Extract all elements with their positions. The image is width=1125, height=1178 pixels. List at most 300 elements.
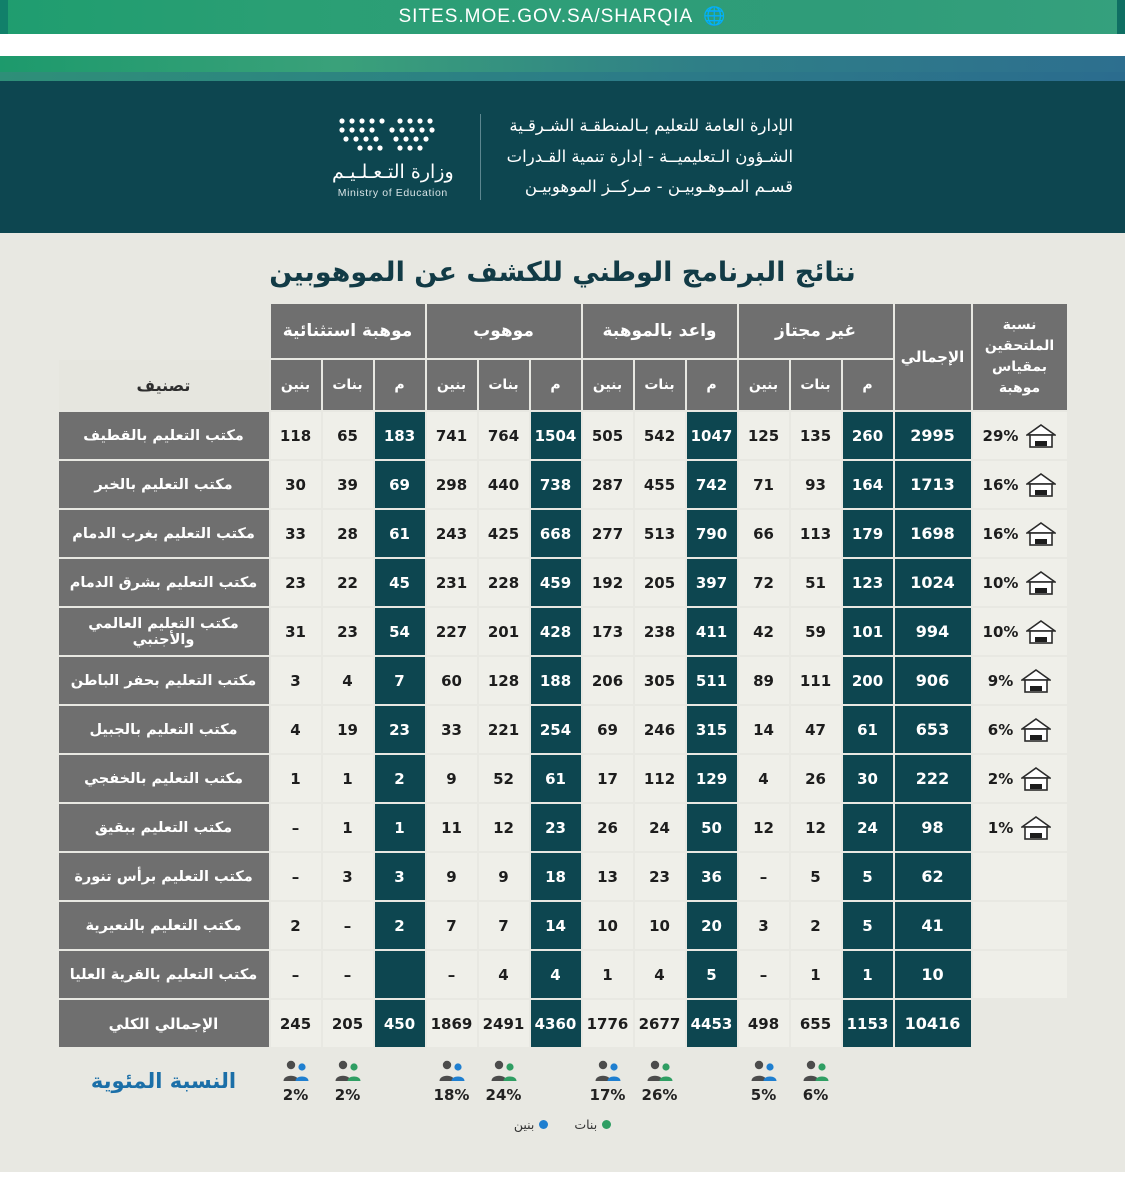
cell-group-3-boys: 4	[271, 706, 321, 753]
cell-office-label: مكتب التعليم العالمي والأجنبي	[59, 608, 269, 655]
cell-group-0-m: 101	[843, 608, 893, 655]
pct-spacer-m-0	[843, 1057, 893, 1105]
cell-group-2-boys: –	[427, 951, 477, 998]
table-row	[59, 559, 1067, 606]
cell-group-0-m: 30	[843, 755, 893, 802]
bottom-strip	[0, 1172, 1125, 1178]
cell-group-3-girls: 4	[323, 657, 373, 704]
cell-office-label: مكتب التعليم بالجبيل	[59, 706, 269, 753]
cell-grand-1-m: 4453	[687, 1000, 737, 1047]
cell-group-3-boys: 30	[271, 461, 321, 508]
school-house-icon	[1026, 619, 1056, 645]
cell-group-0-girls: 51	[791, 559, 841, 606]
table-row	[59, 755, 1067, 802]
header-ratio: نسبة الملتحقين بمقياس موهبة	[973, 304, 1067, 410]
cell-grand-total-label: الإجمالي الكلي	[59, 1000, 269, 1047]
pct-boys-2: 18%	[427, 1057, 477, 1105]
cell-office-label: مكتب التعليم بالخبر	[59, 461, 269, 508]
cell-ratio-empty	[973, 951, 1067, 998]
group-header-row	[59, 304, 1067, 358]
header-line-1: الإدارة العامة للتعليم بـالمنطقـة الشـرقـية	[509, 116, 794, 136]
cell-group-2-girls: 52	[479, 755, 529, 802]
gradient-strip-bottom	[0, 72, 1125, 81]
ministry-name-en: Ministry of Education	[337, 186, 448, 199]
cell-group-1-boys: 206	[583, 657, 633, 704]
cell-office-label: مكتب التعليم ببقيق	[59, 804, 269, 851]
urlbar-right-cap	[1117, 0, 1125, 34]
cell-group-3-m: 54	[375, 608, 425, 655]
ratio-value: 16%	[982, 475, 1019, 494]
table-row	[59, 902, 1067, 949]
cell-group-0-m: 1	[843, 951, 893, 998]
people-icon	[281, 1058, 311, 1084]
cell-group-0-girls: 12	[791, 804, 841, 851]
people-icon	[749, 1058, 779, 1084]
school-house-icon	[1021, 815, 1051, 841]
legend-dot-green-icon	[602, 1120, 611, 1129]
cell-group-1-girls: 4	[635, 951, 685, 998]
subheader-girls-4: بنات	[323, 360, 373, 410]
cell-group-1-girls: 10	[635, 902, 685, 949]
cell-group-1-girls: 205	[635, 559, 685, 606]
cell-group-0-boys: 42	[739, 608, 789, 655]
cell-group-2-boys: 11	[427, 804, 477, 851]
cell-group-0-boys: 89	[739, 657, 789, 704]
cell-group-3-girls: 19	[323, 706, 373, 753]
cell-group-0-m: 260	[843, 412, 893, 459]
legend-label-boys: بنين	[513, 1117, 535, 1132]
cell-group-3-girls: –	[323, 951, 373, 998]
cell-group-2-girls: 440	[479, 461, 529, 508]
cell-group-3-girls: –	[323, 902, 373, 949]
cell-total: 1024	[895, 559, 971, 606]
pct-boys-0: 5%	[739, 1057, 789, 1105]
table-row	[59, 853, 1067, 900]
cell-ratio	[973, 706, 1067, 753]
cell-total: 1713	[895, 461, 971, 508]
cell-group-0-girls: 1	[791, 951, 841, 998]
cell-group-1-girls: 513	[635, 510, 685, 557]
cell-group-3-m: 23	[375, 706, 425, 753]
cell-group-2-girls: 425	[479, 510, 529, 557]
cell-ratio-empty	[973, 902, 1067, 949]
gradient-strip-top	[0, 56, 1125, 72]
cell-group-1-girls: 24	[635, 804, 685, 851]
school-house-icon	[1026, 521, 1056, 547]
cell-group-3-girls: 28	[323, 510, 373, 557]
cell-group-2-boys: 9	[427, 755, 477, 802]
cell-total: 653	[895, 706, 971, 753]
cell-group-1-girls: 238	[635, 608, 685, 655]
cell-group-1-m: 511	[687, 657, 737, 704]
header-total: الإجمالي	[895, 304, 971, 410]
cell-group-1-boys: 1	[583, 951, 633, 998]
cell-group-3-girls: 23	[323, 608, 373, 655]
cell-group-2-m: 18	[531, 853, 581, 900]
cell-group-2-girls: 764	[479, 412, 529, 459]
cell-total: 62	[895, 853, 971, 900]
cell-group-0-girls: 5	[791, 853, 841, 900]
cell-group-3-m: 61	[375, 510, 425, 557]
cell-group-1-boys: 26	[583, 804, 633, 851]
cell-ratio	[973, 755, 1067, 802]
cell-group-2-m: 459	[531, 559, 581, 606]
school-house-icon	[1026, 472, 1056, 498]
cell-group-1-girls: 246	[635, 706, 685, 753]
cell-group-0-m: 24	[843, 804, 893, 851]
cell-ratio-empty	[973, 1000, 1067, 1047]
cell-group-3-boys: 1	[271, 755, 321, 802]
percentage-values-row	[59, 1057, 1067, 1105]
cell-group-0-boys: 4	[739, 755, 789, 802]
cell-total: 906	[895, 657, 971, 704]
cell-total: 994	[895, 608, 971, 655]
subheader-m-3: م	[531, 360, 581, 410]
cell-group-2-boys: 7	[427, 902, 477, 949]
cell-group-2-girls: 228	[479, 559, 529, 606]
ratio-value: 10%	[982, 573, 1019, 592]
ratio-value: 29%	[982, 426, 1019, 445]
pct-girls-1: 26%	[635, 1057, 685, 1105]
document-header	[0, 81, 1125, 233]
url-text: SITES.MOE.GOV.SA/SHARQIA	[398, 6, 694, 27]
cell-group-0-boys: 3	[739, 902, 789, 949]
subheader-m-1: م	[843, 360, 893, 410]
white-gap	[0, 34, 1125, 56]
cell-group-0-girls: 111	[791, 657, 841, 704]
legend-label-girls: بنات	[574, 1117, 598, 1132]
ratio-value: 16%	[982, 524, 1019, 543]
cell-ratio	[973, 804, 1067, 851]
cell-group-2-boys: 243	[427, 510, 477, 557]
subheader-m-4: م	[375, 360, 425, 410]
cell-ratio	[973, 412, 1067, 459]
cell-group-3-m: 1	[375, 804, 425, 851]
cell-group-1-m: 129	[687, 755, 737, 802]
header-group-not-passed: غير مجتاز	[739, 304, 893, 358]
cell-group-2-boys: 60	[427, 657, 477, 704]
subheader-boys-2: بنين	[583, 360, 633, 410]
cell-group-1-m: 1047	[687, 412, 737, 459]
cell-group-3-boys: 31	[271, 608, 321, 655]
cell-group-0-m: 61	[843, 706, 893, 753]
cell-group-0-girls: 47	[791, 706, 841, 753]
pct-spacer-m-3	[375, 1057, 425, 1105]
cell-office-label: مكتب التعليم بالقرية العليا	[59, 951, 269, 998]
cell-group-2-boys: 298	[427, 461, 477, 508]
people-icon	[801, 1058, 831, 1084]
subheader-girls-2: بنات	[635, 360, 685, 410]
cell-group-2-m: 738	[531, 461, 581, 508]
cell-group-3-boys: 2	[271, 902, 321, 949]
ratio-value: 1%	[987, 818, 1014, 837]
cell-group-1-boys: 505	[583, 412, 633, 459]
cell-group-3-boys: 33	[271, 510, 321, 557]
cell-group-2-m: 428	[531, 608, 581, 655]
cell-group-2-girls: 12	[479, 804, 529, 851]
cell-group-0-girls: 2	[791, 902, 841, 949]
cell-group-0-boys: 72	[739, 559, 789, 606]
cell-group-2-girls: 128	[479, 657, 529, 704]
cell-office-label: مكتب التعليم بغرب الدمام	[59, 510, 269, 557]
subheader-girls-1: بنات	[791, 360, 841, 410]
cell-ratio	[973, 461, 1067, 508]
cell-group-3-girls: 1	[323, 755, 373, 802]
cell-total: 41	[895, 902, 971, 949]
subheader-boys-3: بنين	[427, 360, 477, 410]
percentage-row	[0, 1055, 1125, 1107]
cell-office-label: مكتب التعليم بحفر الباطن	[59, 657, 269, 704]
legend-item-girls	[574, 1117, 611, 1132]
results-table	[57, 302, 1069, 1049]
school-house-icon	[1026, 423, 1056, 449]
cell-group-0-girls: 113	[791, 510, 841, 557]
cell-group-0-m: 5	[843, 853, 893, 900]
table-row	[59, 951, 1067, 998]
table-row-grand-total	[59, 1000, 1067, 1047]
table-head	[59, 304, 1067, 410]
cell-group-1-boys: 69	[583, 706, 633, 753]
cell-group-3-boys: –	[271, 804, 321, 851]
cell-ratio	[973, 559, 1067, 606]
cell-total: 10	[895, 951, 971, 998]
pct-spacer-total	[895, 1057, 971, 1105]
cell-group-2-m: 4	[531, 951, 581, 998]
ratio-value: 10%	[982, 622, 1019, 641]
people-icon	[333, 1058, 363, 1084]
cell-group-2-m: 188	[531, 657, 581, 704]
cell-group-1-boys: 17	[583, 755, 633, 802]
cell-group-2-girls: 4	[479, 951, 529, 998]
header-text-block	[507, 111, 793, 203]
cell-grand-2-boys: 1869	[427, 1000, 477, 1047]
cell-grand-3-boys: 245	[271, 1000, 321, 1047]
header-divider	[480, 114, 481, 200]
cell-office-label: مكتب التعليم بالخفجي	[59, 755, 269, 802]
cell-group-3-m: 45	[375, 559, 425, 606]
school-house-icon	[1026, 570, 1056, 596]
table-row	[59, 461, 1067, 508]
cell-group-0-m: 164	[843, 461, 893, 508]
subheader-boys-4: بنين	[271, 360, 321, 410]
legend	[0, 1117, 1125, 1132]
cell-group-3-m: 3	[375, 853, 425, 900]
cell-ratio	[973, 510, 1067, 557]
cell-grand-0-girls: 655	[791, 1000, 841, 1047]
content-area	[0, 233, 1125, 1132]
cell-group-2-m: 61	[531, 755, 581, 802]
header-line-3: قسـم المـوهـوبيـن - مـركــز الموهوبيـن	[524, 177, 794, 197]
cell-group-2-m: 23	[531, 804, 581, 851]
cell-group-0-boys: –	[739, 951, 789, 998]
pct-row-label: النسبة المئوية	[90, 1069, 237, 1093]
cell-grand-2-m: 4360	[531, 1000, 581, 1047]
table-row	[59, 706, 1067, 753]
cell-group-1-m: 742	[687, 461, 737, 508]
ministry-name-ar: وزارة التـعـلـيـم	[331, 160, 454, 183]
school-house-icon	[1021, 668, 1051, 694]
cell-group-3-girls: 65	[323, 412, 373, 459]
ministry-logo	[332, 115, 454, 199]
ratio-value: 6%	[987, 720, 1014, 739]
cell-group-3-boys: –	[271, 951, 321, 998]
cell-group-3-m: 69	[375, 461, 425, 508]
cell-ratio	[973, 608, 1067, 655]
browser-url-bar[interactable]	[0, 0, 1125, 34]
cell-group-3-m: 183	[375, 412, 425, 459]
cell-group-0-boys: 125	[739, 412, 789, 459]
urlbar-left-cap	[0, 0, 8, 34]
cell-group-2-girls: 7	[479, 902, 529, 949]
cell-total: 222	[895, 755, 971, 802]
cell-group-1-m: 411	[687, 608, 737, 655]
cell-group-3-boys: 23	[271, 559, 321, 606]
cell-group-1-boys: 10	[583, 902, 633, 949]
cell-group-3-boys: 3	[271, 657, 321, 704]
cell-grand-1-boys: 1776	[583, 1000, 633, 1047]
cell-group-1-m: 50	[687, 804, 737, 851]
cell-group-2-m: 14	[531, 902, 581, 949]
legend-item-boys	[514, 1117, 549, 1132]
cell-grand-total: 10416	[895, 1000, 971, 1047]
globe-icon: 🌐	[703, 6, 727, 27]
pct-spacer-m-1	[687, 1057, 737, 1105]
cell-group-0-m: 200	[843, 657, 893, 704]
pct-spacer-m-2	[531, 1057, 581, 1105]
cell-group-1-m: 315	[687, 706, 737, 753]
cell-grand-0-boys: 498	[739, 1000, 789, 1047]
cell-group-2-m: 254	[531, 706, 581, 753]
header-line-2: الشـؤون الـتعليميــة - إدارة تنمية القـدرات	[506, 146, 794, 166]
cell-group-3-girls: 39	[323, 461, 373, 508]
table-row	[59, 657, 1067, 704]
cell-group-0-m: 5	[843, 902, 893, 949]
people-icon	[593, 1058, 623, 1084]
cell-grand-2-girls: 2491	[479, 1000, 529, 1047]
page-title: نتائج البرنامج الوطني للكشف عن الموهوبين	[269, 257, 856, 288]
subheader-girls-3: بنات	[479, 360, 529, 410]
cell-office-label: مكتب التعليم بالقطيف	[59, 412, 269, 459]
cell-group-1-boys: 173	[583, 608, 633, 655]
cell-group-3-boys: –	[271, 853, 321, 900]
cell-group-0-boys: 12	[739, 804, 789, 851]
cell-group-1-m: 790	[687, 510, 737, 557]
cell-group-0-m: 123	[843, 559, 893, 606]
cell-group-0-boys: 14	[739, 706, 789, 753]
header-group-promising: واعد بالموهبة	[583, 304, 737, 358]
cell-group-2-m: 668	[531, 510, 581, 557]
ratio-value: 2%	[987, 769, 1014, 788]
cell-office-label: مكتب التعليم بشرق الدمام	[59, 559, 269, 606]
cell-group-2-m: 1504	[531, 412, 581, 459]
table-row	[59, 510, 1067, 557]
cell-office-label: مكتب التعليم برأس تنورة	[59, 853, 269, 900]
cell-group-0-boys: 66	[739, 510, 789, 557]
pct-boys-3: 2%	[271, 1057, 321, 1105]
cell-group-3-m: 2	[375, 902, 425, 949]
cell-group-1-m: 36	[687, 853, 737, 900]
school-house-icon	[1021, 766, 1051, 792]
cell-group-2-boys: 741	[427, 412, 477, 459]
cell-group-3-m: 2	[375, 755, 425, 802]
cell-group-3-m: 7	[375, 657, 425, 704]
cell-group-3-m	[375, 951, 425, 998]
cell-group-0-m: 179	[843, 510, 893, 557]
cell-group-0-girls: 26	[791, 755, 841, 802]
header-group-gifted: موهوب	[427, 304, 581, 358]
cell-group-1-boys: 192	[583, 559, 633, 606]
cell-group-2-boys: 33	[427, 706, 477, 753]
cell-group-0-girls: 93	[791, 461, 841, 508]
cell-group-1-boys: 287	[583, 461, 633, 508]
cell-group-2-boys: 231	[427, 559, 477, 606]
cell-group-1-girls: 305	[635, 657, 685, 704]
cell-group-1-m: 397	[687, 559, 737, 606]
header-classification: تصنيف	[59, 360, 269, 410]
cell-group-1-girls: 542	[635, 412, 685, 459]
cell-group-1-m: 20	[687, 902, 737, 949]
school-house-icon	[1021, 717, 1051, 743]
pct-spacer-ratio	[973, 1057, 1067, 1105]
cell-group-2-boys: 227	[427, 608, 477, 655]
cell-group-1-girls: 455	[635, 461, 685, 508]
pct-girls-2: 24%	[479, 1057, 529, 1105]
subheader-boys-1: بنين	[739, 360, 789, 410]
cell-group-2-girls: 201	[479, 608, 529, 655]
legend-dot-blue-icon	[539, 1120, 548, 1129]
cell-group-0-girls: 59	[791, 608, 841, 655]
cell-grand-1-girls: 2677	[635, 1000, 685, 1047]
cell-group-0-boys: 71	[739, 461, 789, 508]
pct-girls-0: 6%	[791, 1057, 841, 1105]
logo-dots-icon	[334, 115, 452, 157]
pct-boys-1: 17%	[583, 1057, 633, 1105]
cell-grand-3-girls: 205	[323, 1000, 373, 1047]
cell-grand-3-m: 450	[375, 1000, 425, 1047]
table-row	[59, 804, 1067, 851]
cell-group-0-boys: –	[739, 853, 789, 900]
pct-girls-3: 2%	[323, 1057, 373, 1105]
people-icon	[437, 1058, 467, 1084]
cell-group-2-girls: 221	[479, 706, 529, 753]
cell-group-1-girls: 23	[635, 853, 685, 900]
cell-group-3-girls: 3	[323, 853, 373, 900]
header-blank	[59, 304, 269, 358]
table-row	[59, 412, 1067, 459]
cell-total: 2995	[895, 412, 971, 459]
percentage-table	[57, 1055, 1069, 1107]
cell-group-1-boys: 277	[583, 510, 633, 557]
people-icon	[645, 1058, 675, 1084]
cell-group-3-girls: 1	[323, 804, 373, 851]
ratio-value: 9%	[987, 671, 1014, 690]
cell-office-label: مكتب التعليم بالنعيرية	[59, 902, 269, 949]
cell-group-1-m: 5	[687, 951, 737, 998]
subheader-m-2: م	[687, 360, 737, 410]
cell-total: 98	[895, 804, 971, 851]
cell-group-3-girls: 22	[323, 559, 373, 606]
cell-group-1-girls: 112	[635, 755, 685, 802]
table-body	[59, 412, 1067, 1047]
table-row	[59, 608, 1067, 655]
cell-group-3-boys: 118	[271, 412, 321, 459]
people-icon	[489, 1058, 519, 1084]
cell-group-0-girls: 135	[791, 412, 841, 459]
header-group-exceptional: موهبة استثنائية	[271, 304, 425, 358]
cell-ratio-empty	[973, 853, 1067, 900]
cell-total: 1698	[895, 510, 971, 557]
cell-group-1-boys: 13	[583, 853, 633, 900]
